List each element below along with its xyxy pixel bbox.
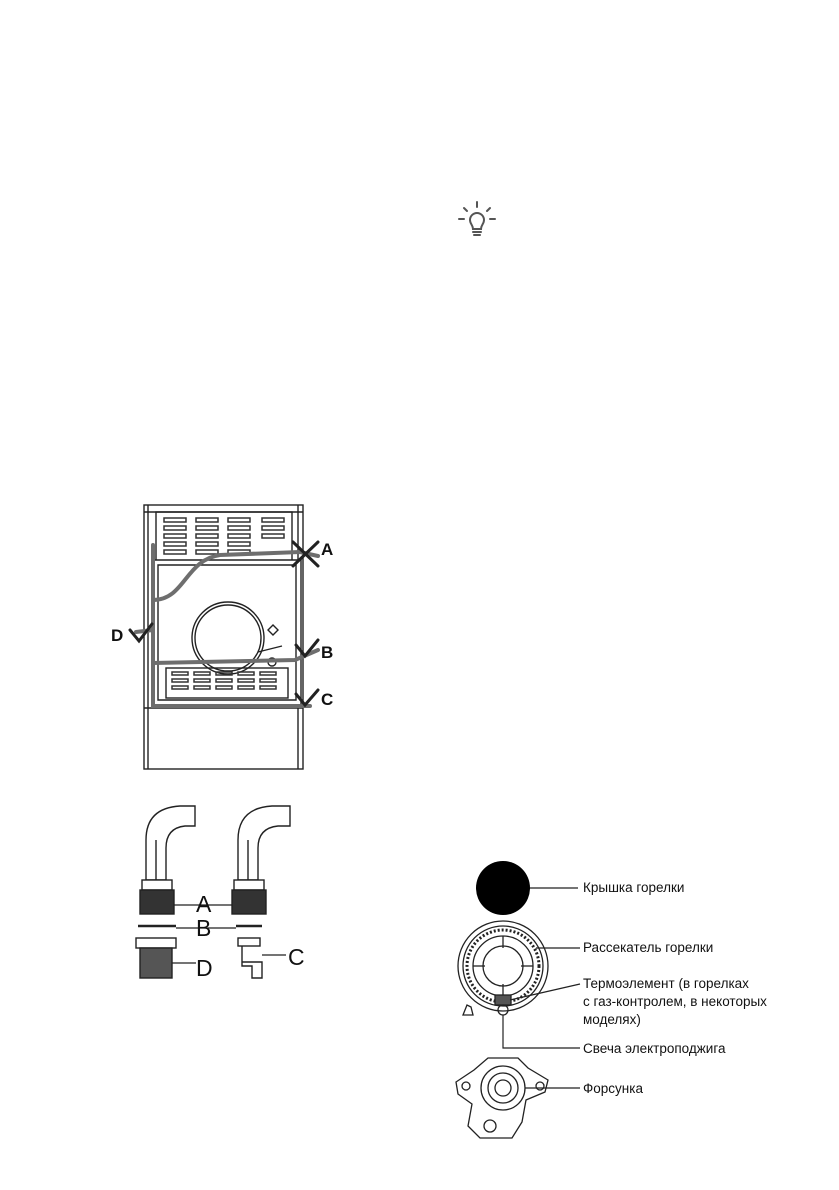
burner-cap [476,861,530,915]
fitting-label-b: B [196,915,212,941]
lightbulb-icon [456,200,498,242]
stove-label-b: B [321,643,334,662]
stove-label-c: C [321,690,334,709]
stove-label-d: D [111,626,124,645]
burner-spreader-label: Рассекатель горелки [583,940,714,955]
thermoelement-label-line3: моделях) [583,1012,641,1027]
thermoelement-label-line2: с газ-контролем, в некоторых [583,994,767,1009]
ignition-spark-label: Свеча электроподжига [583,1041,726,1056]
fitting-label-d: D [196,955,213,981]
stove-label-a: A [321,540,334,559]
fitting-label-c: C [288,944,305,970]
thermoelement-label-line1: Термоэлемент (в горелках [583,976,749,991]
fitting-label-a: A [196,891,212,917]
burner-cap-label: Крышка горелки [583,880,685,895]
injector-label: Форсунка [583,1081,643,1096]
